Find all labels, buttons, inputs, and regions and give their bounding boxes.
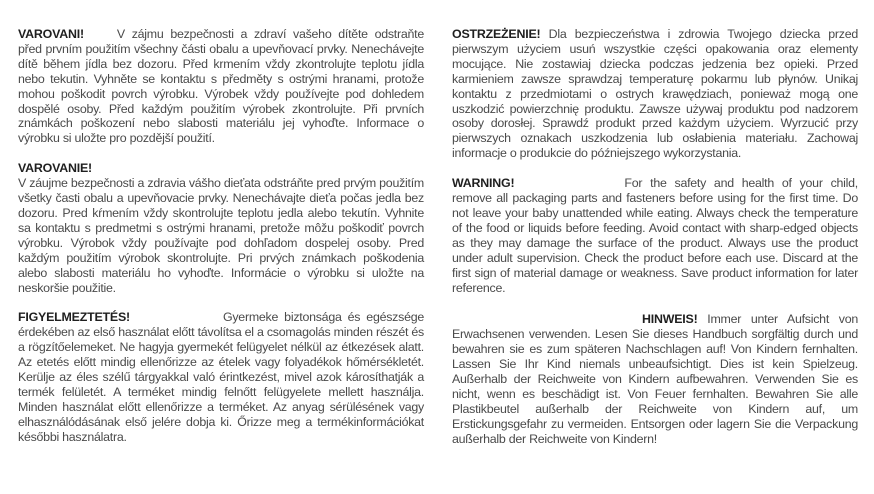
polish-warning-heading: OSTRZEŻENIE! [452, 27, 541, 41]
warning-paragraph-german [452, 312, 858, 446]
left-column [18, 27, 424, 462]
hungarian-warning-body: Gyermeke biztonsága és egészsége érdekében az első használat előtt távolítsa el a csomagolás minden részét és a rögzítőelemeket. Ne hagyja gyermekét felügyelet nélkül az étkezések alatt. Az etetés előtt mindig ellenőrizze az ételek vagy folyadékok hőmérsékletét. Kerülje az éles szélű tárgyakkal való érintkezést, mivel azok károsíthatják a termék felületét. A terméket mindig felnőtt felügyelete mellett használja. Minden használat előtt ellenőrizze a terméket. Az anyag sérülésének vagy elhasználódásának első jelére dobja ki. Őrizze meg a termékinformációkat későbbi használatra. [18, 310, 424, 444]
slovak-warning-body: V záujme bezpečnosti a zdravia vášho dieťata odstráňte pred prvým použitím všetky časti obalu a upevňovacie prvky. Nenechávajte dieťa počas jedla bez dozoru. Pred kŕmením vždy skontrolujte teplotu jedla alebo tekutín. Vyhnite sa kontaktu s predmetmi s ostrými hranami, pretože môžu poškodiť povrch výrobku. Výrobok vždy používajte pod dohľadom dospelej osoby. Pred každým použitím výrobok skontrolujte. Pri prvých známkach poškodenia alebo slabosti materiálu ho vyhoďte. Informácie o výrobku si uložte na neskoršie použitie. [18, 176, 424, 295]
slovak-warning-heading: VAROVANIE! [18, 161, 92, 176]
english-warning-body: For the safety and health of your child, remove all packaging parts and fasteners before using for the first time. Do not leave your baby unattended while eating. Always check the temperature of the food or liquids before feeding. Avoid contact with sharp-edged objects as they may damage the surface of the product. Always use the product under adult supervision. Check the product before each use. Discard at the first sign of material damage or weakness. Save product information for later reference. [452, 176, 858, 295]
warning-paragraph-english [452, 176, 858, 295]
polish-warning-body: Dla bezpieczeństwa i zdrowia Twojego dziecka przed pierwszym użyciem usuń wszystkie części opakowania oraz elementy mocujące. Nie zostawiaj dziecka podczas jedzenia bez opieki. Przed karmieniem zawsze sprawdzaj temperaturę pokarmu lub płynów. Unikaj kontaktu z przedmiotami o ostrych krawędziach, ponieważ mogą one uszkodzić powierzchnię produktu. Zawsze używaj produktu pod nadzorem osoby dorosłej. Sprawdź produkt przed każdym użyciem. Wyrzucić przy pierwszych oznakach uszkodzenia lub osłabienia materiału. Zachowaj informacje o produkcie do późniejszego wykorzystania. [452, 27, 858, 161]
english-warning-heading: WARNING! [452, 176, 515, 191]
german-warning-heading: HINWEIS! [642, 312, 698, 327]
warning-paragraph-hungarian [18, 310, 424, 444]
two-column-layout [18, 27, 858, 462]
warning-paragraph-czech [18, 27, 424, 146]
right-column [452, 27, 858, 462]
czech-warning-heading: VAROVANI! [18, 27, 84, 41]
warning-paragraph-polish [452, 27, 858, 161]
hungarian-warning-heading: FIGYELMEZTETÉS! [18, 310, 130, 325]
czech-warning-body: V zájmu bezpečnosti a zdraví vašeho dítěte odstraňte před prvním použitím všechny části obalu a upevňovací prvky. Nenechávejte dítě během jídla bez dozoru. Před krmením vždy zkontrolujte teplotu jídla nebo tekutin. Vyhněte se kontaktu s předměty s ostrými hranami, protože mohou poškodit povrch výrobku. Výrobek vždy používejte pod dohledem dospělé osoby. Před každým použitím výrobek zkontrolujte. Při prvních známkách poškození nebo slabosti materiálu jej vyhoďte. Informace o výrobku si uložte pro pozdější použití. [18, 27, 424, 146]
german-warning-body: Immer unter Aufsicht von Erwachsenen verwenden. Lesen Sie dieses Handbuch sorgfältig durch und bewahren sie es zum späteren Nachschlagen auf! Von Kindern fernhalten. Lassen Sie Ihr Kind niemals unbeaufsichtigt. Dies ist kein Spielzeug. Außerhalb der Reichweite von Kindern aufbewahren. Verwenden Sie es nicht, wenn es beschädigt ist. Von Feuer fernhalten. Bewahren Sie alle Plastikbeutel außerhalb der Reichweite von Kindern auf, um Erstickungsgefahr zu vermeiden. Entsorgen oder lagern Sie die Verpackung außerhalb der Reichweite von Kindern! [452, 312, 858, 446]
warning-paragraph-slovak [18, 161, 424, 295]
